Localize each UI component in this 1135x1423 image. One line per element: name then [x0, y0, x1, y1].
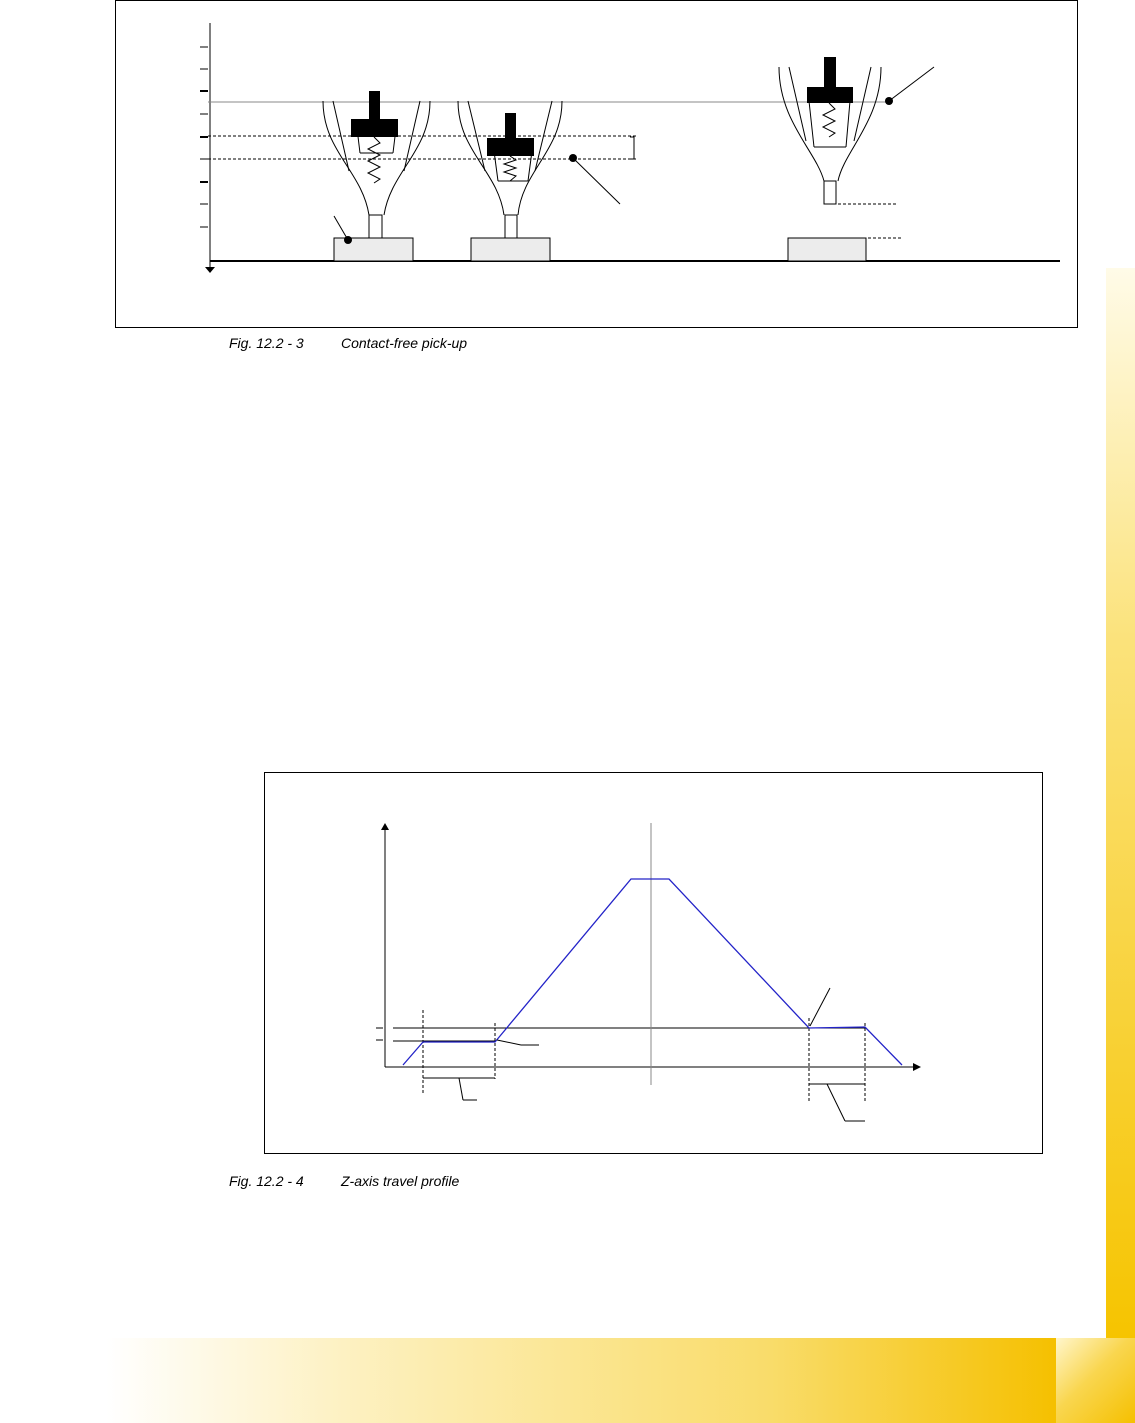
z-axis-travel-profile-diagram — [264, 772, 1043, 1154]
z-axis — [200, 23, 210, 267]
dashed-markers — [423, 1010, 865, 1103]
page-corner-band — [1056, 1338, 1135, 1423]
gap-marker — [569, 154, 577, 162]
place-point-leader — [810, 988, 830, 1026]
nozzle-1 — [323, 91, 430, 238]
figure-caption-title: Z-axis travel profile — [341, 1173, 460, 1189]
pickup-height-leader — [889, 67, 934, 101]
z-axis-arrow-icon — [205, 267, 215, 273]
gap-leader — [573, 158, 620, 204]
figure-caption-number: Fig. 12.2 - 3 — [229, 335, 304, 351]
z-travel-profile-line — [403, 879, 902, 1065]
place-duration-leader — [827, 1084, 845, 1121]
page-bottom-band — [106, 1338, 1056, 1423]
pickup-height-marker — [885, 97, 893, 105]
dashed-reference-lines — [208, 136, 901, 238]
pickup-level-leader — [497, 1040, 521, 1045]
figure-caption-title: Contact-free pick-up — [341, 335, 468, 351]
figure-caption-number: Fig. 12.2 - 4 — [229, 1173, 304, 1189]
travel-profile-svg — [265, 773, 1044, 1155]
figure-caption-1 — [229, 335, 467, 351]
contact-free-pickup-diagram — [115, 0, 1078, 328]
pickup-diagram-svg — [116, 1, 1079, 329]
component-2 — [471, 238, 550, 261]
y-axis-arrow-icon — [381, 823, 389, 830]
gap-bracket — [630, 137, 634, 159]
figure-caption-2 — [229, 1173, 459, 1189]
component-1-marker — [344, 236, 352, 244]
component-3 — [788, 238, 866, 261]
x-axis-arrow-icon — [913, 1063, 921, 1071]
nozzle-3 — [779, 57, 881, 204]
component-1-leader — [334, 216, 348, 240]
pickup-duration-leader — [459, 1078, 463, 1100]
nozzle-2 — [458, 101, 562, 238]
page-side-band — [1106, 268, 1135, 1338]
